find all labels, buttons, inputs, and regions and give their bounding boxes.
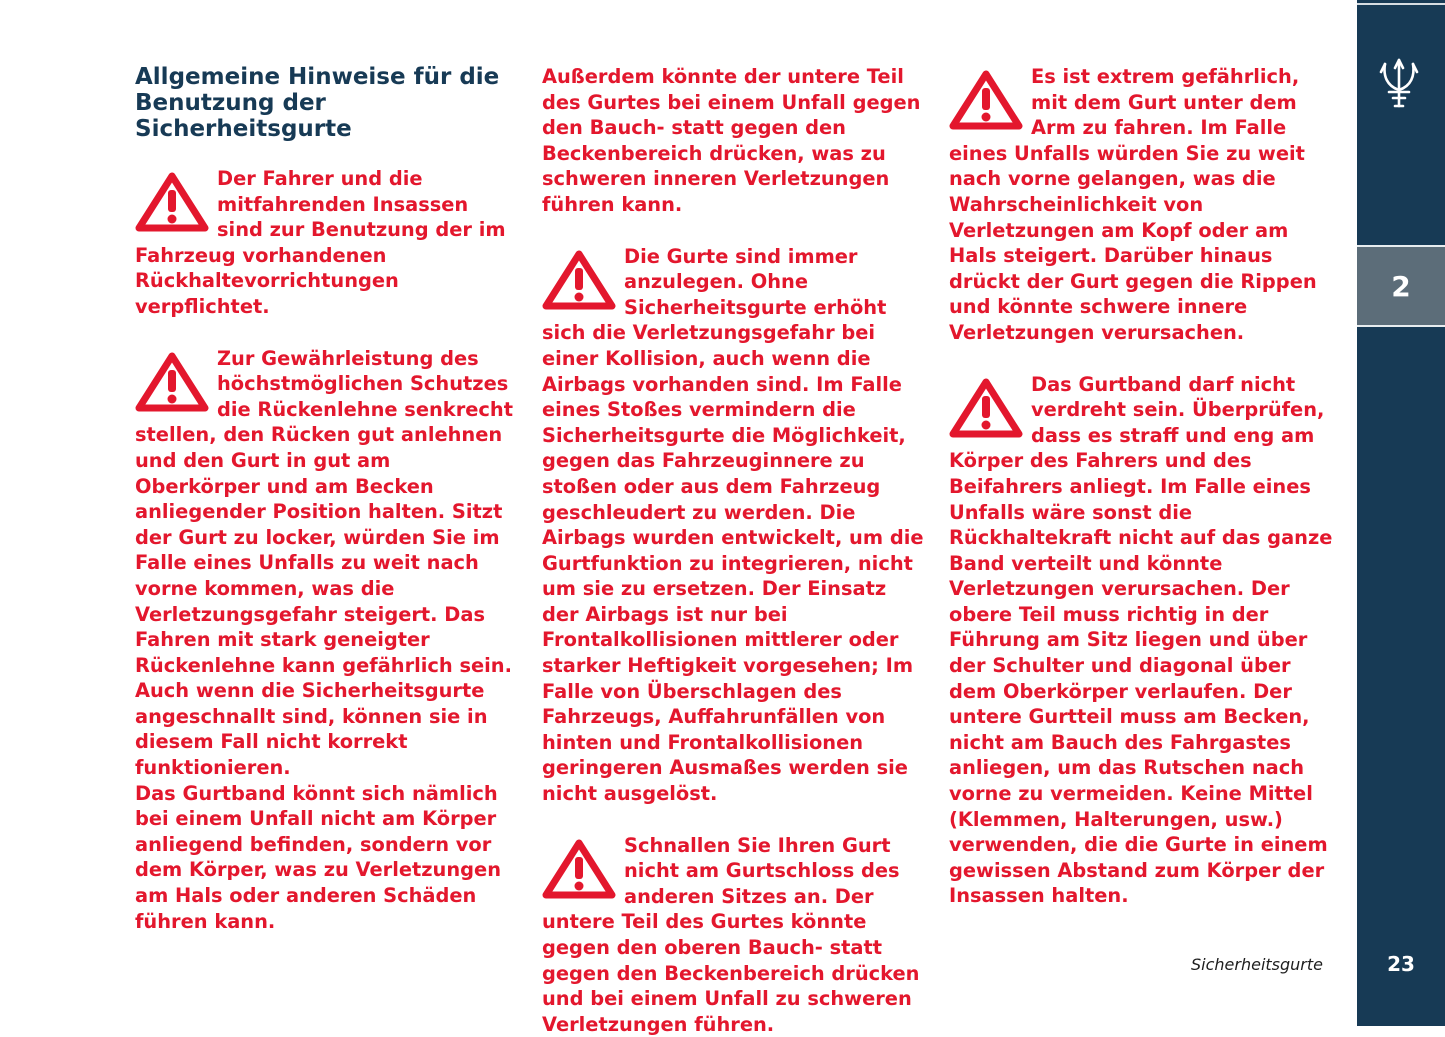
warning-block [135, 346, 517, 781]
page-number: 23 [1387, 952, 1415, 976]
warning-text: Das Gurtband darf nicht verdreht sein. Überprüfen, dass es straff und eng am Körper des Fahrers und des Beifahrers anliegt. Im Falle eines Unfalls wäre sonst die Rückhaltekraft nicht auf das ganze Band verteilt und könnte Verletzungen verursachen. Der obere Teil muss richtig in der Führung am Sitz liegen und über der Schulter und diagonal über dem Oberkörper verlaufen. Der untere Gurtteil muss am Becken, nicht am Bauch des Fahrgastes anliegen, um das Rutschen nach vorne zu vermeiden. Keine Mittel (Klemmen, Halterungen, usw.) verwenden, die die Gurte in einem gewissen Abstand zum Körper der Insassen halten. [949, 372, 1333, 908]
warning-block [949, 372, 1333, 909]
warning-block [949, 64, 1333, 346]
body-paragraph: Außerdem könnte der untere Teil des Gurtes bei einem Unfall gegen den Bauch- statt gegen den Beckenbereich drücken, was zu schweren inneren Verletzungen führen kann. [542, 65, 921, 216]
section-title: Sicherheitsgurte [1191, 955, 1323, 974]
warning-triangle-icon [135, 172, 209, 232]
column-3 [949, 64, 1333, 909]
warning-triangle-icon [542, 839, 616, 899]
warning-block [542, 244, 924, 807]
page-heading: Allgemeine Hinweise für die Benutzung der Sicherheitsgurte [135, 64, 500, 142]
column-2 [542, 64, 924, 1037]
warning-text: Zur Gewährleistung des höchstmöglichen Schutzes die Rückenlehne senkrecht stellen, den Rücken gut anlehnen und den Gurt in gut am Oberkörper und am Becken anliegender Position halten. Sitzt der Gurt zu locker, würden Sie im Falle eines Unfalls zu weit nach vorne kommen, was die Verletzungsgefahr steigert. Das Fahren mit stark geneigter Rückenlehne kann gefährlich sein. Auch wenn die Sicherheitsgurte angeschnallt sind, können sie in diesem Fall nicht korrekt funktionieren. [135, 346, 513, 780]
warning-block [135, 166, 517, 320]
warning-triangle-icon [949, 70, 1023, 130]
chapter-tab[interactable]: 2 [1357, 245, 1445, 327]
warning-triangle-icon [949, 378, 1023, 438]
warning-text: Schnallen Sie Ihren Gurt nicht am Gurtschloss des anderen Sitzes an. Der untere Teil des Gurtes könnte gegen den oberen Bauch- statt gegen den Beckenbereich drücken und bei einem Unfall zu schweren Verletzungen führen. [542, 833, 920, 1036]
sidebar [1357, 0, 1445, 1026]
sidebar-divider [1357, 3, 1445, 5]
warning-triangle-icon [542, 250, 616, 310]
warning-block [542, 833, 924, 1037]
warning-text: Der Fahrer und die mitfahrenden Insassen sind zur Benutzung der im Fahrzeug vorhandenen Rückhaltevorrichtungen verpflichtet. [135, 167, 506, 318]
warning-triangle-icon [135, 352, 209, 412]
trident-logo-icon [1367, 56, 1431, 120]
column-1 [135, 64, 517, 934]
warning-text: Es ist extrem gefährlich, mit dem Gurt unter dem Arm zu fahren. Im Falle eines Unfalls würden Sie zu weit nach vorne gelangen, was die Wahrscheinlichkeit von Verletzungen am Kopf oder am Hals steigert. Darüber hinaus drückt der Gurt gegen die Rippen und könnte schwere innere Verletzungen verursachen. [949, 65, 1317, 344]
body-paragraph: Das Gurtband könnt sich nämlich bei einem Unfall nicht am Körper anliegend befinden, sondern vor dem Körper, was zu Verletzungen am Hals oder anderen Schäden führen kann. [135, 781, 502, 933]
warning-text: Die Gurte sind immer anzulegen. Ohne Sicherheitsgurte erhöht sich die Verletzungsgefahr bei einer Kollision, auch wenn die Airbags vorhanden sind. Im Falle eines Stoßes vermindern die Sicherheitsgurte die Möglichkeit, gegen das Fahrzeuginnere zu stoßen oder aus dem Fahrzeug geschleudert zu werden. Die Airbags wurden entwickelt, um die Gurtfunktion zu integrieren, nicht um sie zu ersetzen. Der Einsatz der Airbags ist nur bei Frontalkollisionen mittlerer oder starker Heftigkeit vorgesehen; Im Falle von Überschlagen des Fahrzeugs, Auffahrunfällen von hinten und Frontalkollisionen geringeren Ausmaßes werden sie nicht ausgelöst. [542, 244, 924, 806]
